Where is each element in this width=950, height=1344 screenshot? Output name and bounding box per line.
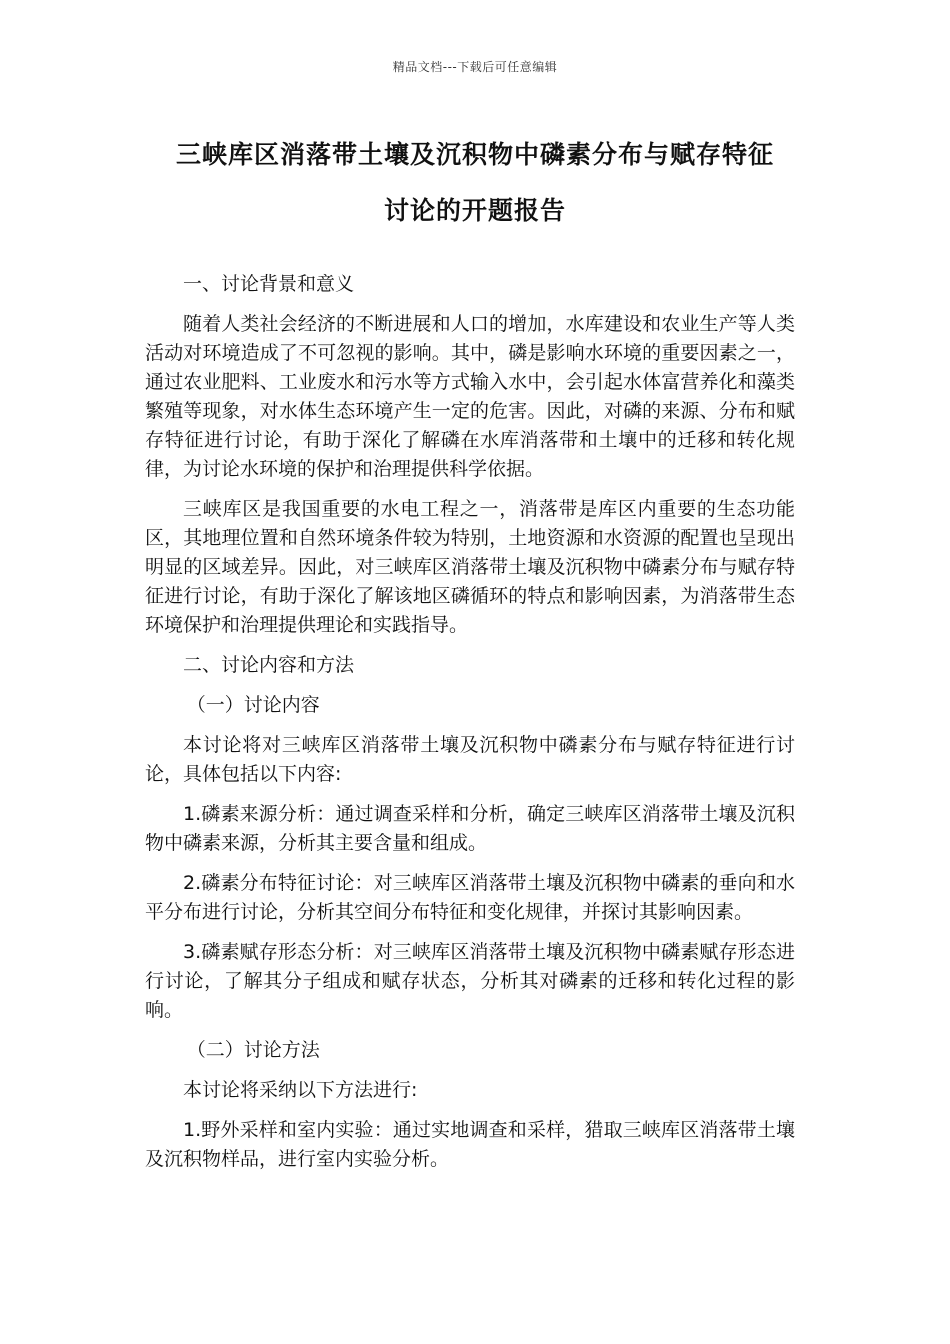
page-header-note: 精品文档---下载后可任意编辑	[392, 60, 558, 74]
document-title-line-2: 讨论的开题报告	[383, 196, 566, 225]
section-2-list-item-1: 1.磷素来源分析：通过调查采样和分析，确定三峡库区消落带土壤及沉积物中磷素来源，分析其主要含量和组成。	[145, 803, 795, 854]
section-2-subheading-methods: （二）讨论方法	[186, 1039, 320, 1061]
document-body	[145, 270, 795, 1185]
section-1-paragraph-1: 随着人类社会经济的不断进展和人口的增加，水库建设和农业生产等人类活动对环境造成了不可忽视的影响。其中，磷是影响水环境的重要因素之一，通过农业肥料、工业废水和污水等方式输入水中，会引起水体富营养化和藻类繁殖等现象，对水体生态环境产生一定的危害。因此，对磷的来源、分布和赋存特征进行讨论，有助于深化了解磷在水库消落带和土壤中的迁移和转化规律，为讨论水环境的保护和治理提供科学依据。	[145, 313, 795, 480]
section-2-intro-paragraph: 本讨论将对三峡库区消落带土壤及沉积物中磷素分布与赋存特征进行讨论，具体包括以下内容:	[145, 734, 795, 785]
section-2-list-item-2: 2.磷素分布特征讨论：对三峡库区消落带土壤及沉积物中磷素的垂向和水平分布进行讨论，分析其空间分布特征和变化规律，并探讨其影响因素。	[145, 872, 795, 923]
document-title-line-1: 三峡库区消落带土壤及沉积物中磷素分布与赋存特征	[175, 140, 774, 169]
section-2-list-item-3: 3.磷素赋存形态分析：对三峡库区消落带土壤及沉积物中磷素赋存形态进行讨论，了解其分子组成和赋存状态，分析其对磷素的迁移和转化过程的影响。	[145, 941, 795, 1021]
section-2-subheading-content: （一）讨论内容	[186, 694, 320, 716]
section-1-paragraph-2: 三峡库区是我国重要的水电工程之一，消落带是库区内重要的生态功能区，其地理位置和自然环境条件较为特别，土地资源和水资源的配置也呈现出明显的区域差异。因此，对三峡库区消落带土壤及沉积物中磷素分布与赋存特征进行讨论，有助于深化了解该地区磷循环的特点和影响因素，为消落带生态环境保护和治理提供理论和实践指导。	[145, 498, 795, 636]
section-2-method-item-1: 1.野外采样和室内实验：通过实地调查和采样，猎取三峡库区消落带土壤及沉积物样品，进行室内实验分析。	[145, 1119, 795, 1170]
section-2-heading: 二、讨论内容和方法	[183, 654, 355, 676]
section-2-methods-intro: 本讨论将采纳以下方法进行:	[183, 1079, 418, 1101]
section-1-heading: 一、讨论背景和意义	[183, 273, 355, 295]
